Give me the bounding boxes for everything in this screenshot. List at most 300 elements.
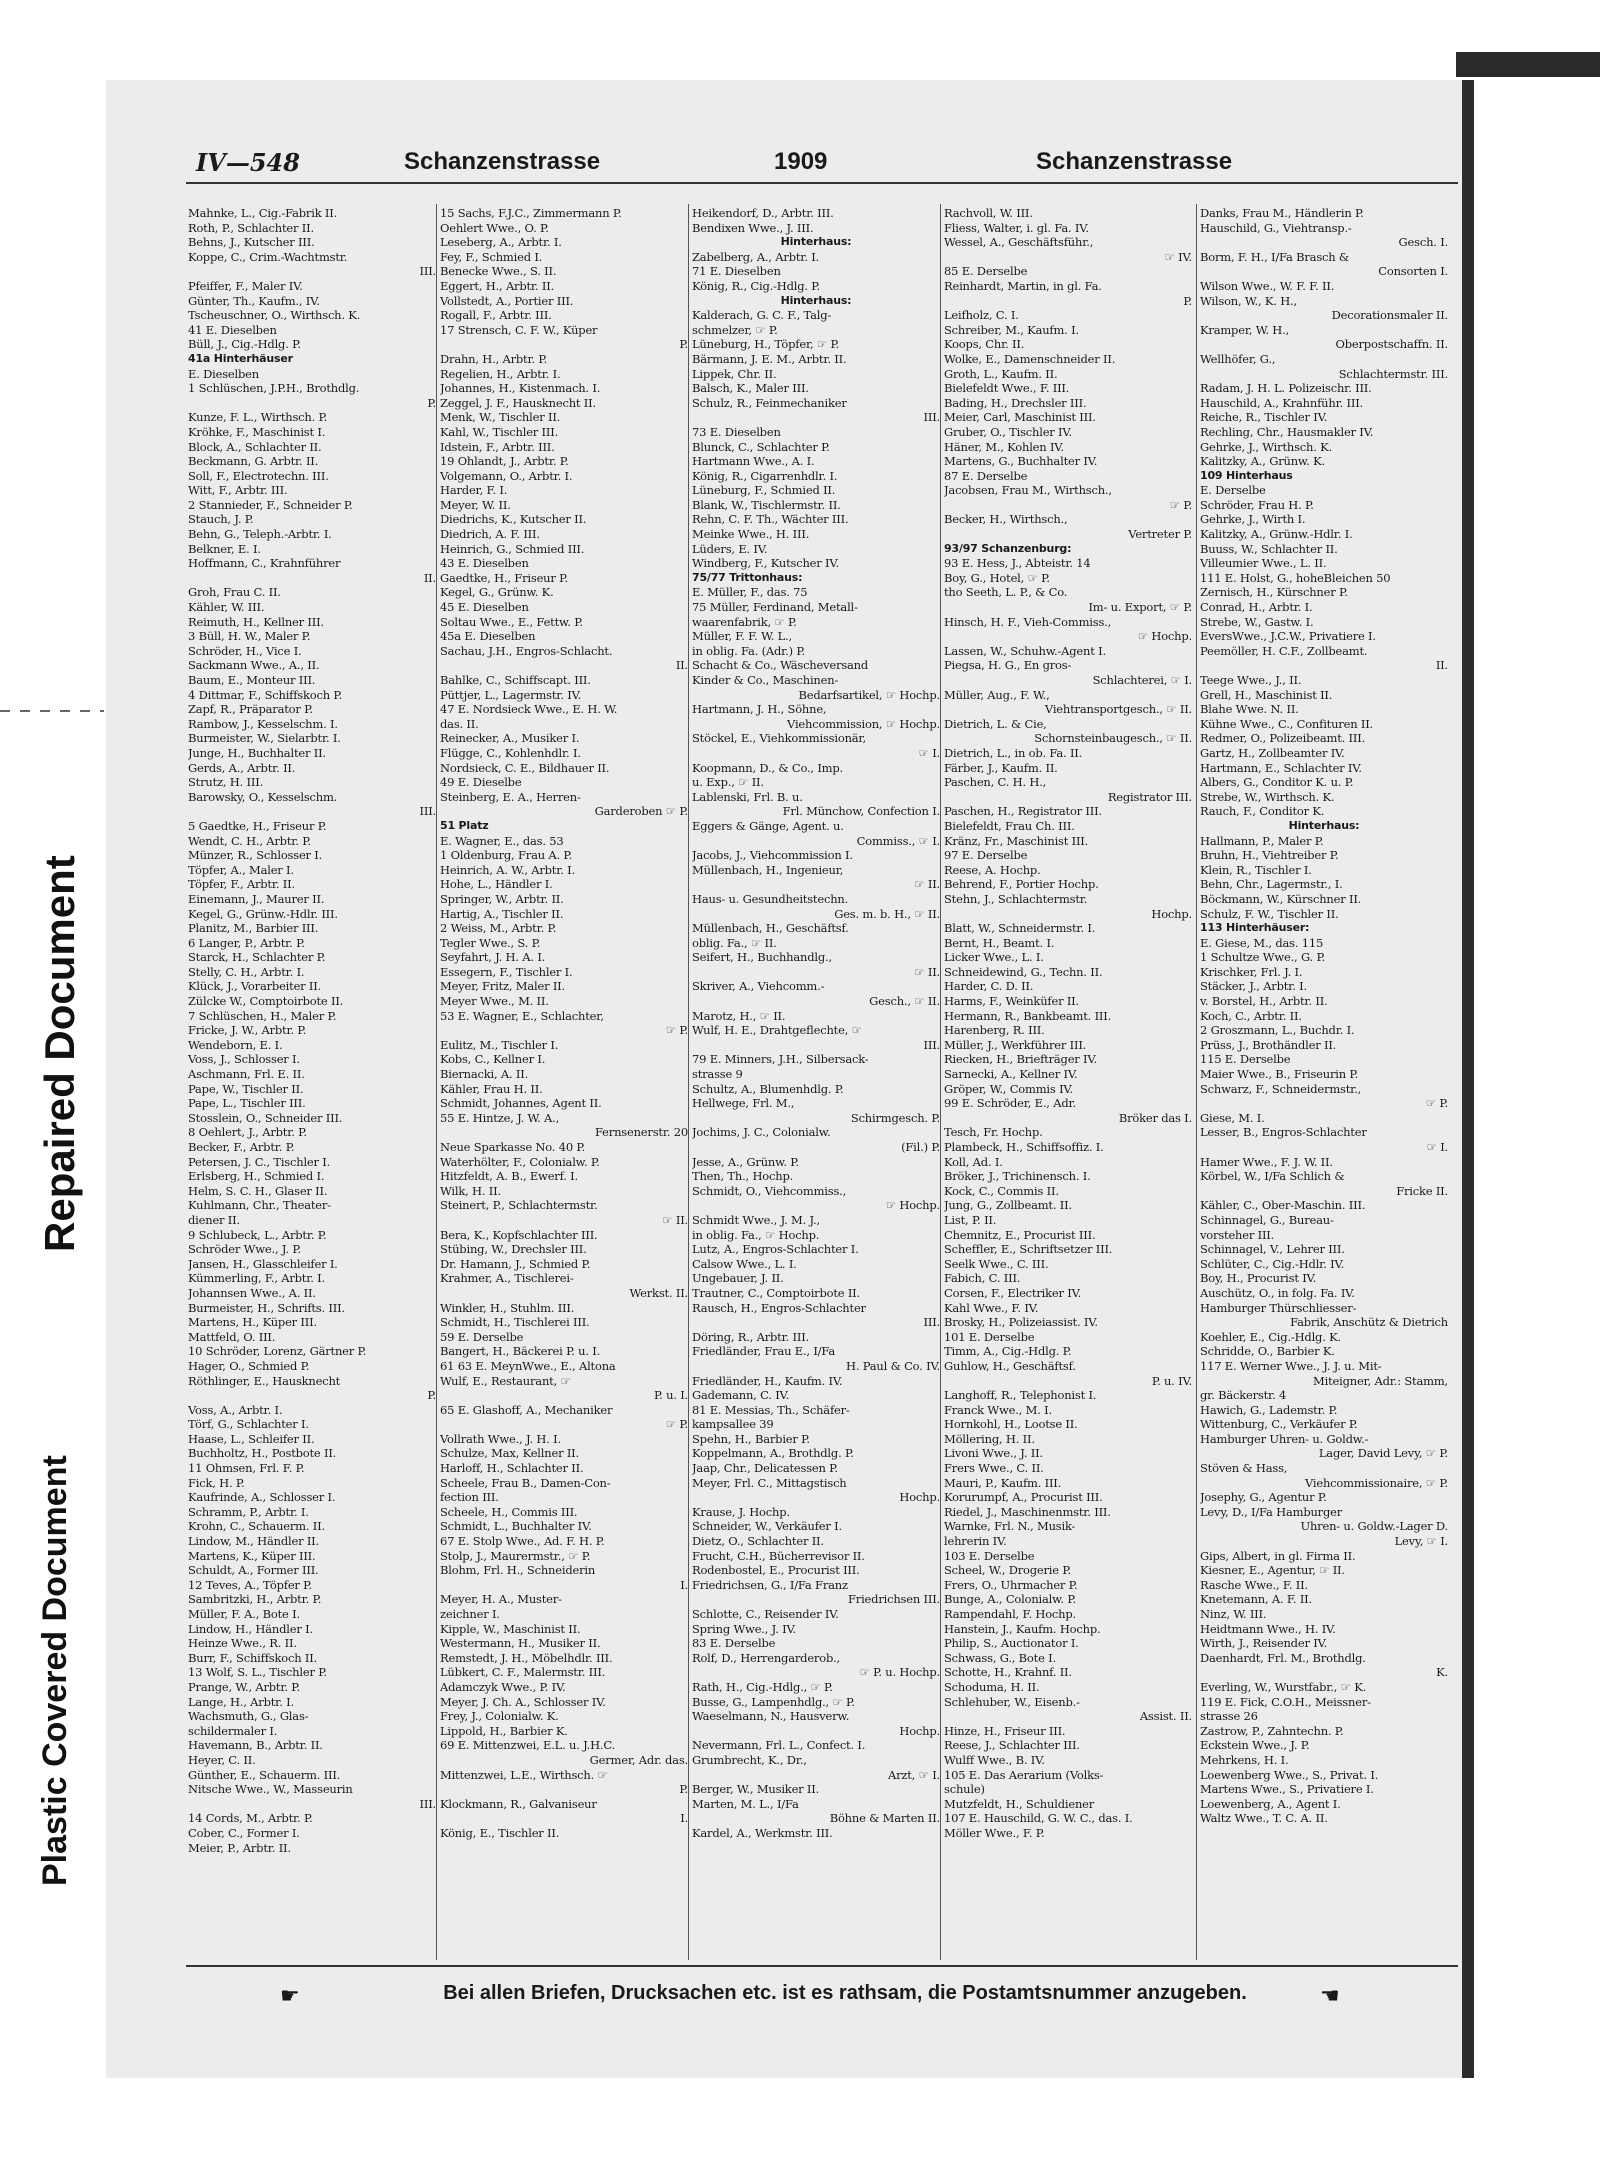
- directory-entry: Fricke, J. W., Arbtr. P.: [188, 1023, 307, 1038]
- directory-entry: Hitzfeldt, A. B., Ewerf. I.: [440, 1169, 578, 1184]
- directory-entry: Harder, C. D. II.: [944, 979, 1034, 994]
- directory-entry: ☞ Hochp.: [885, 1198, 940, 1213]
- directory-entry: Rasche Wwe., F. II.: [1200, 1577, 1308, 1592]
- directory-entry: Meyer, J. Ch. A., Schlosser IV.: [440, 1694, 606, 1709]
- directory-entry: Kalitzky, A., Grünw.-Hdlr. I.: [1200, 527, 1353, 542]
- directory-entry: Jung, G., Zollbeamt. II.: [944, 1198, 1072, 1213]
- directory-entry: II.: [1435, 658, 1448, 673]
- directory-entry: 4 Dittmar, F., Schiffskoch P.: [188, 687, 343, 702]
- directory-entry: Loewenberg Wwe., S., Privat. I.: [1200, 1767, 1379, 1782]
- directory-entry: Planitz, M., Barbier III.: [188, 921, 319, 936]
- directory-entry: Biernacki, A. II.: [440, 1067, 529, 1082]
- directory-entry: 119 E. Fick, C.O.H., Meissner-: [1200, 1694, 1371, 1709]
- directory-entry: Stöckel, E., Viehkommissionär,: [692, 731, 866, 746]
- directory-entry: Germer, Adr. das.: [589, 1752, 688, 1767]
- page-number: IV—548: [196, 148, 300, 177]
- directory-entry: 59 E. Derselbe: [440, 1329, 524, 1344]
- directory-entry: 41a Hinterhäuser: [188, 351, 293, 365]
- directory-entry: Berger, W., Musiker II.: [692, 1782, 820, 1797]
- directory-entry: Prüss, J., Brothändler II.: [1200, 1037, 1337, 1052]
- directory-entry: Langhoff, R., Telephonist I.: [944, 1388, 1097, 1403]
- directory-entry: Frey, J., Colonialw. K.: [440, 1709, 559, 1724]
- directory-entry: II.: [675, 658, 688, 673]
- directory-entry: Kock, C., Commis II.: [944, 1183, 1059, 1198]
- directory-entry: Erlsberg, H., Schmied I.: [188, 1169, 325, 1184]
- directory-entry: Schröder, Frau H. P.: [1200, 497, 1314, 512]
- directory-entry: Tscheuschner, O., Wirthsch. K.: [188, 308, 361, 323]
- directory-entry: Dr. Hamann, J., Schmied P.: [440, 1256, 591, 1271]
- directory-entry: v. Borstel, H., Arbtr. II.: [1200, 994, 1328, 1009]
- directory-entry: Koppelmann, A., Brothdlg. P.: [692, 1446, 854, 1461]
- directory-entry: Zabelberg, A., Arbtr. I.: [692, 249, 820, 264]
- directory-entry: Bera, K., Kopfschlachter III.: [440, 1227, 598, 1242]
- directory-entry: schmelzer, ☞ P.: [692, 322, 778, 337]
- directory-entry: P.: [1183, 293, 1192, 308]
- directory-entry: strasse 26: [1200, 1709, 1258, 1724]
- directory-entry: ☞ P.: [1169, 497, 1192, 512]
- directory-entry: Jochims, J. C., Colonialw.: [692, 1125, 831, 1140]
- directory-entry: Krause, J. Hochp.: [692, 1504, 790, 1519]
- directory-entry: Paschen, C. H. H.,: [944, 775, 1047, 790]
- directory-entry: Westermann, H., Musiker II.: [440, 1636, 601, 1651]
- directory-entry: Blank, W., Tischlermstr. II.: [692, 497, 841, 512]
- directory-entry: Heinze Wwe., R. II.: [188, 1636, 297, 1651]
- directory-column-1: [188, 206, 436, 1958]
- directory-entry: Reiche, R., Tischler IV.: [1200, 410, 1328, 425]
- directory-entry: Calsow Wwe., L. I.: [692, 1256, 797, 1271]
- directory-entry: Hawich, G., Lademstr. P.: [1200, 1402, 1338, 1417]
- directory-entry: Drahn, H., Arbtr. P.: [440, 351, 548, 366]
- directory-entry: Friedländer, H., Kaufm. IV.: [692, 1373, 843, 1388]
- directory-entry: Hinterhaus:: [780, 293, 852, 307]
- directory-entry: Lippold, H., Barbier K.: [440, 1723, 568, 1738]
- directory-entry: Stelly, C. H., Arbtr. I.: [188, 964, 305, 979]
- directory-entry: Oberpostschaffn. II.: [1335, 337, 1448, 352]
- directory-entry: Schlüter, C., Cig.-Hdlr. IV.: [1200, 1256, 1345, 1271]
- directory-entry: Harms, F., Weinküfer II.: [944, 994, 1079, 1009]
- directory-entry: Bading, H., Drechsler III.: [944, 395, 1087, 410]
- directory-entry: 43 E. Dieselben: [440, 556, 529, 571]
- directory-entry: Commiss., ☞ I.: [856, 833, 940, 848]
- pointing-hand-icon: ☚: [1320, 1984, 1340, 2009]
- directory-entry: Schlachtermstr. III.: [1338, 366, 1448, 381]
- directory-entry: Schmidt, Johannes, Agent II.: [440, 1096, 602, 1111]
- directory-entry: Im- u. Export, ☞ P.: [1088, 600, 1192, 615]
- directory-entry: Eckstein Wwe., J. P.: [1200, 1738, 1310, 1753]
- directory-entry: Riecken, H., Briefträger IV.: [944, 1052, 1097, 1067]
- directory-entry: 101 E. Derselbe: [944, 1329, 1035, 1344]
- directory-entry: 79 E. Minners, J.H., Silbersack-: [692, 1052, 869, 1067]
- directory-entry: Oehlert Wwe., O. P.: [440, 220, 549, 235]
- directory-entry: 117 E. Werner Wwe., J. J. u. Mit-: [1200, 1358, 1382, 1373]
- directory-entry: ☞ II.: [914, 964, 940, 979]
- directory-entry: Schulz, F. W., Tischler II.: [1200, 906, 1339, 921]
- plastic-covered-document-label: Plastic Covered Document: [36, 1455, 74, 1886]
- directory-entry: Blatt, W., Schneidermstr. I.: [944, 921, 1096, 936]
- directory-entry: Kahl, W., Tischler III.: [440, 424, 559, 439]
- directory-entry: P.: [679, 1782, 688, 1797]
- directory-entry: Burr, F., Schiffskoch II.: [188, 1650, 318, 1665]
- directory-entry: Krahmer, A., Tischlerei-: [440, 1271, 574, 1286]
- directory-entry: Lutz, A., Engros-Schlachter I.: [692, 1242, 859, 1257]
- directory-entry: P.: [679, 337, 688, 352]
- directory-entry: Lesser, B., Engros-Schlachter: [1200, 1125, 1367, 1140]
- directory-entry: Vertreter P.: [1128, 527, 1192, 542]
- directory-entry: Lindow, H., Händler I.: [188, 1621, 313, 1636]
- pointing-hand-icon: ☛: [280, 1984, 300, 2009]
- directory-entry: Röthlinger, E., Hausknecht: [188, 1373, 341, 1388]
- directory-entry: Barowsky, O., Kesselschm.: [188, 789, 338, 804]
- directory-entry: Bielefeldt Wwe., F. III.: [944, 381, 1070, 396]
- directory-entry: Friedländer, Frau E., I/Fa: [692, 1344, 836, 1359]
- directory-entry: Martens, K., Küper III.: [188, 1548, 316, 1563]
- directory-entry: Bedarfsartikel, ☞ Hochp.: [798, 687, 940, 702]
- directory-entry: Gehrke, J., Wirthsch. K.: [1200, 439, 1332, 454]
- directory-entry: Bärmann, J. E. M., Arbtr. II.: [692, 351, 847, 366]
- directory-entry: ☞ II.: [662, 1212, 688, 1227]
- directory-entry: Schneider, W., Verkäufer I.: [692, 1519, 842, 1534]
- directory-entry: Hohe, L., Händler I.: [440, 877, 553, 892]
- directory-entry: Sachau, J.H., Engros-Schlacht.: [440, 643, 613, 658]
- directory-entry: Seifert, H., Buchhandlg.,: [692, 950, 832, 965]
- directory-entry: Rausch, H., Engros-Schlachter: [692, 1300, 866, 1315]
- directory-entry: Roth, P., Schlachter II.: [188, 220, 314, 235]
- directory-entry: Schulz, R., Feinmechaniker: [692, 395, 847, 410]
- directory-entry: Bruhn, H., Viehtreiber P.: [1200, 848, 1339, 863]
- directory-entry: Bröker, J., Trichinensch. I.: [944, 1169, 1091, 1184]
- directory-entry: Adamczyk Wwe., P. IV.: [440, 1679, 566, 1694]
- directory-entry: (Fil.) P.: [901, 1140, 940, 1154]
- directory-entry: Vollstedt, A., Portier III.: [440, 293, 574, 308]
- directory-entry: E. Derselbe: [1200, 483, 1266, 498]
- directory-entry: 1 Oldenburg, Frau A. P.: [440, 848, 573, 863]
- directory-entry: ☞ P.: [665, 1023, 688, 1038]
- directory-entry: Zeggel, J. F., Hausknecht II.: [440, 395, 596, 410]
- directory-entry: Grumbrecht, K., Dr.,: [692, 1752, 807, 1767]
- directory-entry: Loewenberg, A., Agent I.: [1200, 1796, 1341, 1811]
- directory-entry: Windberg, F., Kutscher IV.: [692, 556, 839, 571]
- directory-entry: Kühne Wwe., C., Confituren II.: [1200, 716, 1374, 731]
- directory-entry: Rehn, C. F. Th., Wächter III.: [692, 512, 849, 527]
- directory-entry: Zülcke W., Comptoirbote II.: [188, 994, 344, 1009]
- directory-entry: Hinterhaus:: [780, 235, 852, 249]
- directory-entry: Jansen, H., Glasschleifer I.: [188, 1256, 338, 1271]
- directory-entry: Hoffmann, C., Krahnführer: [188, 556, 341, 571]
- directory-entry: Kröhke, F., Maschinist I.: [188, 424, 326, 439]
- directory-entry: Marotz, H., ☞ II.: [692, 1008, 786, 1023]
- directory-entry: Kuhlmann, Chr., Theater-: [188, 1198, 331, 1213]
- directory-entry: III.: [923, 1037, 940, 1052]
- directory-entry: Stauch, J. P.: [188, 512, 254, 527]
- street-title-left: Schanzenstrasse: [404, 148, 601, 175]
- directory-entry: Koehler, E., Cig.-Hdlg. K.: [1200, 1329, 1341, 1344]
- directory-entry: Boy, H., Procurist IV.: [1200, 1271, 1317, 1286]
- directory-entry: Reese, A. Hochp.: [944, 862, 1041, 877]
- directory-entry: 3 Büll, H. W., Maler P.: [188, 629, 311, 644]
- directory-entry: List, P. II.: [944, 1212, 997, 1227]
- directory-entry: Sambritzki, H., Arbtr. P.: [188, 1592, 322, 1607]
- directory-entry: Häner, M., Kohlen IV.: [944, 439, 1064, 454]
- directory-entry: Reinhardt, Martin, in gl. Fa.: [944, 278, 1102, 293]
- directory-entry: Mehrkens, H. I.: [1200, 1752, 1289, 1767]
- directory-entry: Schirmgesch. P.: [850, 1110, 940, 1125]
- directory-entry: 99 E. Schröder, E., Adr.: [944, 1096, 1076, 1111]
- directory-entry: 14 Cords, M., Arbtr. P.: [188, 1811, 313, 1826]
- directory-entry: Teege Wwe., J., II.: [1200, 673, 1302, 687]
- directory-entry: Wendeborn, E. I.: [188, 1037, 283, 1052]
- directory-entry: Wellhöfer, G.,: [1200, 351, 1276, 366]
- directory-entry: gr. Bäckerstr. 4: [1200, 1388, 1287, 1403]
- directory-entry: Consorten I.: [1378, 264, 1448, 279]
- directory-entry: Junge, H., Buchhalter II.: [188, 745, 326, 760]
- directory-entry: Heyer, C. II.: [188, 1752, 256, 1767]
- directory-entry: Mahnke, L., Cig.-Fabrik II.: [188, 206, 338, 220]
- directory-entry: Behns, J., Kutscher III.: [188, 235, 315, 250]
- directory-entry: Regelien, H., Arbtr. I.: [440, 366, 561, 381]
- directory-entry: III.: [419, 1796, 436, 1811]
- directory-entry: Ges. m. b. H., ☞ II.: [834, 906, 940, 921]
- directory-entry: Levy, ☞ I.: [1394, 1534, 1448, 1549]
- directory-entry: Kobs, C., Kellner I.: [440, 1052, 546, 1067]
- directory-entry: Hartmann, J. H., Söhne,: [692, 702, 827, 717]
- directory-entry: Meinke Wwe., H. III.: [692, 527, 810, 542]
- directory-entry: Bernt, H., Beamt. I.: [944, 935, 1055, 950]
- directory-entry: Nevermann, Frl. L., Confect. I.: [692, 1738, 866, 1753]
- directory-entry: Kalitzky, A., Grünw. K.: [1200, 454, 1325, 469]
- directory-entry: 2 Groszmann, L., Buchdr. I.: [1200, 1023, 1355, 1038]
- directory-entry: Günter, Th., Kaufm., IV.: [188, 293, 320, 308]
- directory-entry: Skriver, A., Viehcomm.-: [692, 979, 825, 994]
- directory-entry: Püttjer, L., Lagermstr. IV.: [440, 687, 582, 702]
- directory-entry: Kränz, Fr., Maschinist III.: [944, 833, 1089, 848]
- directory-entry: H. Paul & Co. IV.: [846, 1358, 940, 1373]
- directory-entry: Rauch, F., Conditor K.: [1200, 804, 1325, 819]
- directory-entry: Sarnecki, A., Kellner IV.: [944, 1067, 1078, 1082]
- directory-entry: Lange, H., Arbtr. I.: [188, 1694, 294, 1709]
- directory-entry: Diedrich, A. F. III.: [440, 527, 540, 542]
- directory-entry: Ungebauer, J. II.: [692, 1271, 784, 1286]
- directory-entry: 109 Hinterhaus: [1200, 468, 1293, 482]
- directory-entry: Uhren- u. Goldw.-Lager D.: [1300, 1519, 1448, 1534]
- directory-entry: Schlotte, C., Reisender IV.: [692, 1607, 839, 1621]
- column-divider: [436, 204, 437, 1960]
- directory-entry: Korurumpf, A., Procurist III.: [944, 1490, 1103, 1505]
- directory-entry: Bahlke, C., Schiffscapt. III.: [440, 673, 591, 687]
- column-divider: [1196, 204, 1197, 1960]
- directory-entry: Burmeister, W., Sielarbtr. I.: [188, 731, 341, 746]
- directory-column-2: [440, 206, 688, 1958]
- directory-entry: Giese, M. I.: [1200, 1110, 1265, 1125]
- directory-entry: Paschen, H., Registrator III.: [944, 804, 1102, 819]
- directory-entry: Diedrichs, K., Kutscher II.: [440, 512, 587, 527]
- directory-entry: Menk, W., Tischler II.: [440, 410, 561, 425]
- directory-entry: Becker, F., Arbtr. P.: [188, 1140, 295, 1154]
- directory-entry: E. Giese, M., das. 115: [1200, 935, 1324, 950]
- directory-entry: König, E., Tischler II.: [440, 1825, 560, 1840]
- directory-column-5: [1200, 206, 1448, 1958]
- directory-entry: 1 Schultze Wwe., G. P.: [1200, 950, 1326, 965]
- directory-entry: strasse 9: [692, 1067, 743, 1082]
- directory-entry: 81 E. Messias, Th., Schäfer-: [692, 1402, 850, 1417]
- directory-entry: Hartig, A., Tischler II.: [440, 906, 564, 921]
- directory-entry: Schultz, A., Blumenhdlg. P.: [692, 1081, 844, 1096]
- directory-entry: Voss, J., Schlosser I.: [188, 1052, 300, 1067]
- directory-entry: Martens, G., Buchhalter IV.: [944, 454, 1098, 469]
- directory-entry: Rachvoll, W. III.: [944, 206, 1033, 220]
- directory-entry: Schulze, Max, Kellner II.: [440, 1446, 579, 1461]
- directory-entry: Gesch., ☞ II.: [869, 994, 940, 1009]
- directory-entry: Bielefeldt, Frau Ch. III.: [944, 818, 1075, 833]
- directory-entry: 65 E. Glashoff, A., Mechaniker: [440, 1402, 613, 1417]
- directory-entry: Buchholtz, H., Postbote II.: [188, 1446, 337, 1461]
- directory-entry: ☞ Hochp.: [1137, 629, 1192, 644]
- directory-entry: 93 E. Hess, J., Abteistr. 14: [944, 556, 1091, 571]
- directory-entry: K.: [1436, 1665, 1448, 1680]
- directory-entry: Hornkohl, H., Lootse II.: [944, 1417, 1078, 1432]
- directory-entry: 113 Hinterhäuser:: [1200, 921, 1310, 935]
- directory-entry: Strebe, W., Gastw. I.: [1200, 614, 1314, 629]
- directory-entry: Voss, A., Arbtr. I.: [188, 1402, 283, 1417]
- directory-entry: Blohm, Frl. H., Schneiderin: [440, 1563, 596, 1578]
- directory-entry: Franck Wwe., M. I.: [944, 1402, 1052, 1417]
- directory-entry: 19 Ohlandt, J., Arbtr. P.: [440, 454, 569, 469]
- directory-entry: Fey, F., Schmied I.: [440, 249, 543, 264]
- directory-entry: Winkler, H., Stuhlm. III.: [440, 1300, 575, 1315]
- directory-entry: Flügge, C., Kohlenhdlr. I.: [440, 745, 581, 760]
- directory-entry: Tesch, Fr. Hochp.: [944, 1125, 1043, 1140]
- directory-entry: Springer, W., Arbtr. II.: [440, 891, 564, 906]
- directory-entry: Gerds, A., Arbtr. II.: [188, 760, 296, 775]
- directory-entry: Hamburger Thürschliesser-: [1200, 1300, 1357, 1315]
- directory-entry: 55 E. Hintze, J. W. A.,: [440, 1110, 560, 1125]
- directory-entry: Scheele, H., Commis III.: [440, 1504, 578, 1519]
- directory-entry: Kähler, Frau H. II.: [440, 1081, 543, 1096]
- directory-entry: Lindow, M., Händler II.: [188, 1534, 319, 1549]
- directory-entry: 7 Schlüschen, H., Maler P.: [188, 1008, 337, 1023]
- directory-entry: schule): [944, 1782, 985, 1797]
- directory-entry: Schröder, H., Vice I.: [188, 643, 302, 658]
- directory-entry: Jaap, Chr., Delicatessen P.: [692, 1461, 838, 1476]
- directory-entry: Scheffler, E., Schriftsetzer III.: [944, 1242, 1113, 1257]
- directory-entry: Rogall, F., Arbtr. III.: [440, 308, 552, 323]
- directory-entry: Pape, L., Tischler III.: [188, 1096, 306, 1111]
- directory-entry: Hartmann, E., Schlachter IV.: [1200, 760, 1362, 775]
- directory-entry: Witt, F., Arbtr. III.: [188, 483, 288, 498]
- directory-entry: Heinrich, G., Schmied III.: [440, 541, 585, 556]
- directory-entry: EversWwe., J.C.W., Privatiere I.: [1200, 629, 1376, 644]
- directory-entry: Scheel, W., Drogerie P.: [944, 1563, 1072, 1578]
- directory-entry: Schoduma, H. II.: [944, 1679, 1040, 1694]
- directory-entry: Blunck, C., Schlachter P.: [692, 439, 830, 454]
- directory-entry: Wessel, A., Geschäftsführ.,: [944, 235, 1094, 250]
- directory-entry: Garderoben ☞ P.: [594, 804, 688, 819]
- directory-entry: Wachsmuth, G., Glas-: [188, 1709, 309, 1724]
- directory-entry: Lüders, E. IV.: [692, 541, 768, 556]
- directory-entry: Frers, O., Uhrmacher P.: [944, 1577, 1078, 1592]
- directory-entry: das. II.: [440, 716, 479, 731]
- directory-entry: Jacobsen, Frau M., Wirthsch.,: [944, 483, 1112, 498]
- directory-entry: 13 Wolf, S. L., Tischler P.: [188, 1665, 327, 1680]
- directory-entry: Baum, E., Monteur III.: [188, 673, 316, 687]
- directory-entry: Wilson, W., K. H.,: [1200, 293, 1297, 308]
- directory-entry: Daenhardt, Frl. M., Brothdlg.: [1200, 1650, 1366, 1665]
- directory-entry: Fernsenerstr. 20: [595, 1125, 688, 1140]
- directory-entry: ☞ P. u. Hochp.: [859, 1665, 940, 1680]
- directory-entry: ☞ IV.: [1164, 249, 1192, 264]
- directory-entry: Fabrik, Anschütz & Dietrich: [1290, 1315, 1448, 1330]
- directory-entry: Dietrich, L. & Cie,: [944, 716, 1047, 731]
- directory-entry: Seelk Wwe., C. III.: [944, 1256, 1049, 1271]
- directory-entry: Strutz, H. III.: [188, 775, 264, 790]
- directory-entry: Chemnitz, E., Procurist III.: [944, 1227, 1096, 1242]
- directory-entry: Mutzfeldt, H., Schuldiener: [944, 1796, 1095, 1811]
- directory-entry: Stolp, J., Maurermstr., ☞ P.: [440, 1548, 591, 1563]
- directory-entry: Eggers & Gänge, Agent. u.: [692, 818, 844, 833]
- directory-entry: Groth, L., Kaufm. II.: [944, 366, 1058, 381]
- directory-entry: Conrad, H., Arbtr. I.: [1200, 600, 1313, 615]
- directory-entry: Mattfeld, O. III.: [188, 1329, 276, 1344]
- directory-entry: Block, A., Schlachter II.: [188, 439, 322, 454]
- directory-entry: Harloff, H., Schlachter II.: [440, 1461, 584, 1476]
- directory-entry: Wendt, C. H., Arbtr. P.: [188, 833, 311, 848]
- directory-entry: Idstein, F., Arbtr. III.: [440, 439, 555, 454]
- directory-entry: vorsteher III.: [1200, 1227, 1275, 1242]
- directory-entry: Gademann, C. IV.: [692, 1388, 790, 1403]
- directory-entry: Gaedtke, H., Friseur P.: [440, 570, 568, 585]
- directory-entry: Meier, P., Arbtr. II.: [188, 1840, 291, 1855]
- directory-entry: Mittenzwei, L.E., Wirthsch. ☞: [440, 1767, 608, 1782]
- directory-entry: 10 Schröder, Lorenz, Gärtner P.: [188, 1344, 367, 1359]
- directory-entry: Livoni Wwe., J. II.: [944, 1446, 1043, 1461]
- directory-entry: Hinterhaus:: [1288, 818, 1360, 832]
- directory-entry: 87 E. Derselbe: [944, 468, 1028, 483]
- directory-entry: 107 E. Hauschild, G. W. C., das. I.: [944, 1811, 1133, 1826]
- directory-entry: Lassen, W., Schuhw.-Agent I.: [944, 643, 1106, 658]
- directory-entry: Krohn, C., Schauerm. II.: [188, 1519, 325, 1534]
- directory-entry: Knetemann, A. F. II.: [1200, 1592, 1312, 1607]
- directory-entry: Havemann, B., Arbtr. II.: [188, 1738, 323, 1753]
- directory-entry: Assist. II.: [1139, 1709, 1192, 1724]
- directory-entry: Bangert, H., Bäckerei P. u. I.: [440, 1344, 601, 1359]
- directory-entry: zeichner I.: [440, 1607, 500, 1621]
- directory-entry: 111 E. Holst, G., hoheBleichen 50: [1200, 570, 1391, 585]
- directory-entry: Burmeister, H., Schrifts. III.: [188, 1300, 345, 1315]
- directory-entry: 71 E. Dieselben: [692, 264, 781, 279]
- directory-entry: Müller, F. F. W. L.,: [692, 629, 792, 644]
- directory-entry: König, R., Cig.-Hdlg. P.: [692, 278, 820, 293]
- directory-entry: lehrerin IV.: [944, 1534, 1007, 1549]
- directory-entry: 15 Sachs, F.J.C., Zimmermann P.: [440, 206, 622, 220]
- year: 1909: [774, 148, 828, 175]
- directory-entry: 2 Weiss, M., Arbtr. P.: [440, 921, 557, 936]
- directory-entry: Jesse, A., Grünw. P.: [692, 1154, 799, 1169]
- directory-entry: Bendixen Wwe., J. III.: [692, 220, 814, 235]
- directory-entry: Hermann, R., Bankbeamt. III.: [944, 1008, 1112, 1023]
- directory-entry: Gips, Albert, in gl. Firma II.: [1200, 1548, 1356, 1563]
- directory-entry: Steinberg, E. A., Herren-: [440, 789, 581, 804]
- directory-entry: 11 Ohmsen, Frl. F. P.: [188, 1461, 305, 1476]
- directory-entry: 103 E. Derselbe: [944, 1548, 1035, 1563]
- directory-entry: Böhne & Marten II.: [829, 1811, 940, 1826]
- directory-entry: Kahl Wwe., F. IV.: [944, 1300, 1039, 1315]
- directory-entry: Kähler, C., Ober-Maschin. III.: [1200, 1198, 1366, 1213]
- directory-entry: III.: [419, 804, 436, 819]
- directory-entry: Lippek, Chr. II.: [692, 366, 777, 381]
- directory-entry: Rodenbostel, E., Procurist III.: [692, 1563, 860, 1578]
- directory-entry: Meyer, W. II.: [440, 497, 511, 512]
- directory-entry: Soll, F., Electrotechn. III.: [188, 468, 329, 483]
- directory-entry: Hamburger Uhren- u. Goldw.-: [1200, 1431, 1369, 1446]
